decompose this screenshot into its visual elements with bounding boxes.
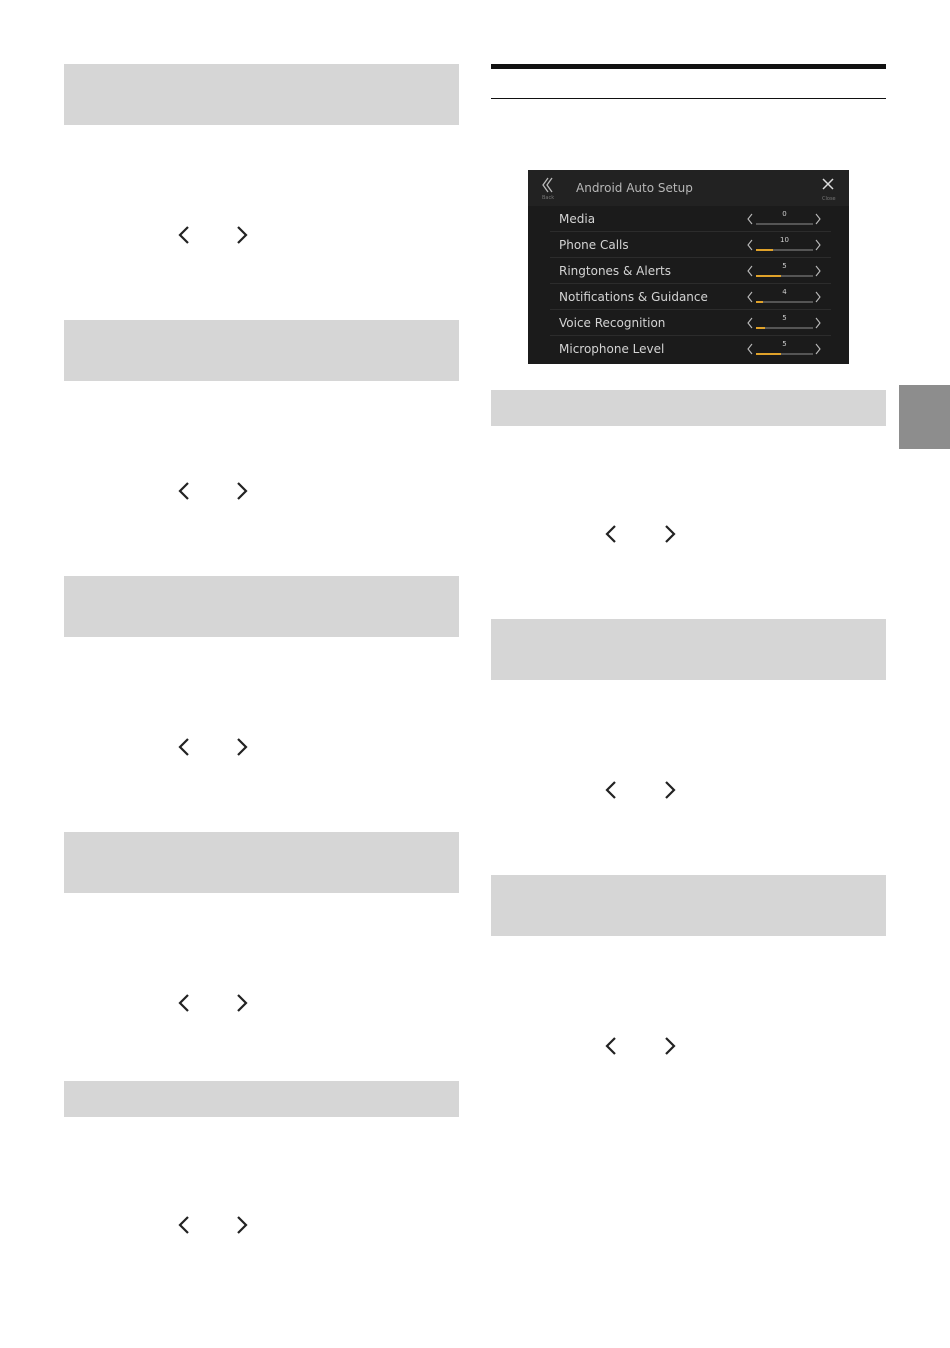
screen-header [528, 170, 849, 206]
chevron-right-icon [232, 992, 252, 1014]
chevron-left-icon [602, 779, 622, 801]
double-chevron-left-icon [541, 177, 555, 193]
level-track[interactable] [756, 353, 813, 355]
chevron-left-icon[interactable] [746, 343, 754, 355]
level-track[interactable] [756, 301, 813, 303]
setting-label: Ringtones & Alerts [559, 264, 671, 278]
chevron-left-icon [602, 1035, 622, 1057]
chevron-right-icon [232, 1214, 252, 1236]
chevron-right-icon [660, 779, 680, 801]
chevron-left-icon [175, 1214, 195, 1236]
chevron-right-icon [660, 1035, 680, 1057]
chevron-right-icon [232, 736, 252, 758]
screen-title: Android Auto Setup [576, 181, 693, 195]
setting-row-microphone-level[interactable] [528, 336, 849, 362]
chevron-left-icon [175, 736, 195, 758]
chapter-side-tab [899, 385, 950, 449]
close-button[interactable] [818, 176, 840, 206]
setting-row-voice-recognition[interactable] [528, 310, 849, 336]
level-track[interactable] [756, 275, 813, 277]
title-rule-thick [491, 64, 886, 69]
chevron-right-icon [232, 480, 252, 502]
chevron-left-icon[interactable] [746, 239, 754, 251]
level-fill [756, 249, 773, 251]
chevron-right-icon[interactable] [814, 213, 822, 225]
setting-label: Notifications & Guidance [559, 290, 708, 304]
section-header-bar [491, 619, 886, 680]
chevron-right-icon [660, 523, 680, 545]
level-value: 5 [782, 340, 787, 348]
section-header-bar [491, 875, 886, 936]
section-header-bar [64, 320, 459, 381]
setting-row-media[interactable] [528, 206, 849, 232]
android-auto-setup-screen [528, 170, 849, 364]
level-value: 0 [782, 210, 787, 218]
back-label: Back [542, 195, 555, 201]
chevron-right-icon [232, 224, 252, 246]
setting-label: Voice Recognition [559, 316, 666, 330]
chevron-left-icon [602, 523, 622, 545]
chevron-right-icon[interactable] [814, 239, 822, 251]
chevron-left-icon[interactable] [746, 317, 754, 329]
level-fill [756, 327, 765, 329]
level-value: 5 [782, 262, 787, 270]
level-fill [756, 353, 781, 355]
chevron-left-icon [175, 480, 195, 502]
level-value: 10 [780, 236, 789, 244]
chevron-right-icon[interactable] [814, 291, 822, 303]
close-icon [822, 178, 834, 190]
chevron-right-icon[interactable] [814, 265, 822, 277]
chevron-left-icon[interactable] [746, 291, 754, 303]
level-track[interactable] [756, 223, 813, 225]
level-track[interactable] [756, 249, 813, 251]
close-label: Close [822, 196, 836, 202]
section-header-bar [64, 64, 459, 125]
level-value: 5 [782, 314, 787, 322]
setting-label: Media [559, 212, 596, 226]
setting-row-ringtones-alerts[interactable] [528, 258, 849, 284]
level-value: 4 [782, 288, 787, 296]
level-track[interactable] [756, 327, 813, 329]
level-fill [756, 275, 781, 277]
setting-label: Microphone Level [559, 342, 665, 356]
chevron-left-icon [175, 224, 195, 246]
back-button[interactable] [538, 175, 558, 205]
chevron-right-icon[interactable] [814, 343, 822, 355]
section-header-bar [64, 576, 459, 637]
level-fill [756, 301, 763, 303]
section-header-bar [64, 1081, 459, 1117]
chevron-left-icon [175, 992, 195, 1014]
chevron-left-icon[interactable] [746, 213, 754, 225]
section-header-bar [64, 832, 459, 893]
chevron-right-icon[interactable] [814, 317, 822, 329]
setting-label: Phone Calls [559, 238, 629, 252]
section-header-bar [491, 390, 886, 426]
title-rule-thin [491, 98, 886, 99]
setting-row-notifications-guidance[interactable] [528, 284, 849, 310]
chevron-left-icon[interactable] [746, 265, 754, 277]
setting-row-phone-calls[interactable] [528, 232, 849, 258]
